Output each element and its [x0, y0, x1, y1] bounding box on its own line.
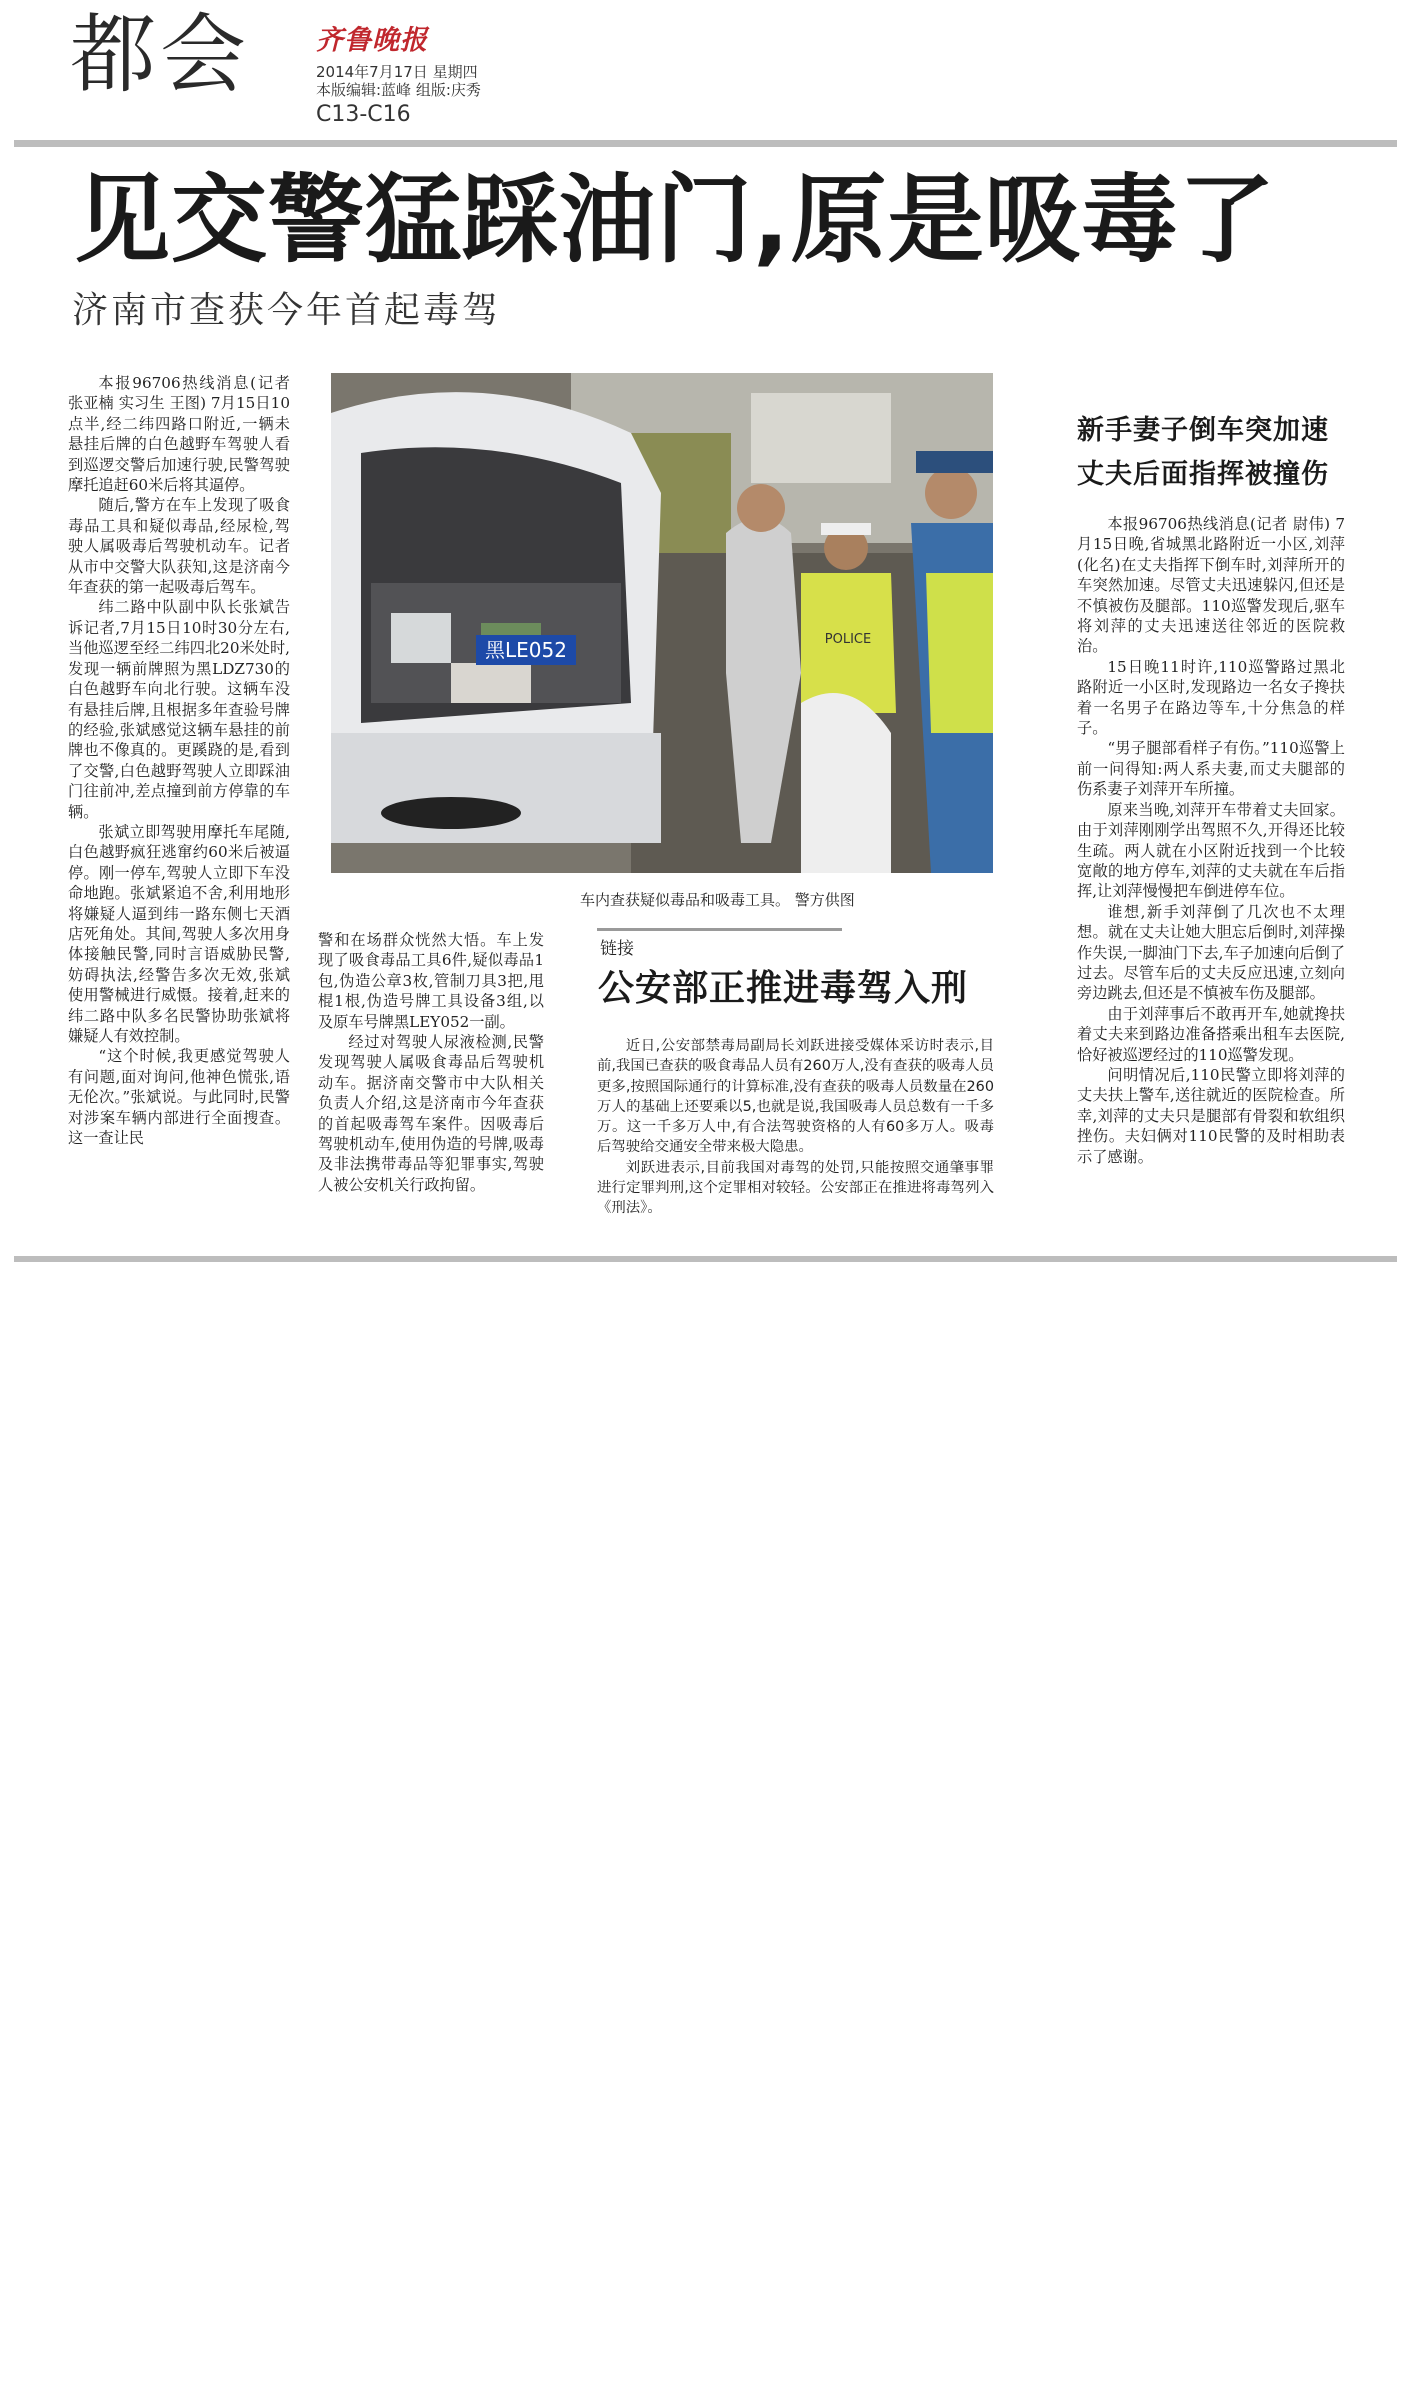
main-headline: 见交警猛踩油门,原是吸毒了 [74, 164, 1276, 276]
link-paragraph: 刘跃进表示,目前我国对毒驾的处罚,只能按照交通肇事罪进行定罪判刑,这个定罪相对较轻。公安部正在推进将毒驾列入《刑法》。 [597, 1159, 994, 1217]
article-paragraph: “男子腿部看样子有伤。”110巡警上前一问得知:两人系夫妻,而丈夫腿部的伤系妻子刘萍开车所撞。 [1077, 739, 1345, 799]
link-body [597, 1036, 994, 1219]
article-paragraph: 警和在场群众恍然大悟。车上发现了吸食毒品工具6件,疑似毒品1包,伪造公章3枚,管制刀具3把,甩棍1根,伪造号牌工具设备3组,以及原车号牌黑LEY052一副。 [318, 931, 544, 1031]
page-range: C13-C16 [316, 102, 411, 127]
section-title: 都会 [70, 5, 250, 105]
editor-line: 本版编辑:蓝峰 组版:庆秀 [316, 81, 481, 99]
photo-caption: 车内查获疑似毒品和吸毒工具。 警方供图 [580, 891, 855, 909]
plate-text: 黑LE052 [485, 638, 567, 662]
masthead-rule [14, 140, 1397, 147]
article-paragraph: 15日晚11时许,110巡警路过黑北路附近一小区时,发现路边一名女子搀扶着一名男子在路边等车,十分焦急的样子。 [1077, 657, 1345, 738]
main-article-column-2 [318, 930, 544, 1195]
side-headline-line-1: 新手妻子倒车突加速 [1077, 415, 1329, 446]
newspaper-name: 齐鲁晚报 [316, 25, 428, 56]
article-paragraph: 经过对驾驶人尿液检测,民警发现驾驶人属吸食毒品后驾驶机动车。据济南交警市中大队相关负责人介绍,这是济南市今年查获的首起吸毒驾车案件。因吸毒后驾驶机动车,使用伪造的号牌,吸毒及非法携带毒品等犯罪事实,驾驶人被公安机关行政拘留。 [318, 1033, 544, 1194]
article-paragraph: “这个时候,我更感觉驾驶人有问题,面对询问,他神色慌张,语无伦次。”张斌说。与此同时,民警对涉案车辆内部进行全面搜查。这一查让民 [68, 1047, 290, 1148]
link-headline: 公安部正推进毒驾入刑 [598, 968, 969, 1009]
side-article-body [1077, 514, 1345, 1167]
vest-text: POLICE [824, 632, 872, 647]
article-paragraph: 张斌立即驾驶用摩托车尾随,白色越野疯狂逃窜约60米后被逼停。刚一停车,驾驶人立即下车没命地跑。张斌紧追不舍,利用地形将嫌疑人逼到纬一路东侧七天酒店死角处。其间,驾驶人多次用身体接触民警,同时言语威胁民警,妨碍执法,经警告多次无效,张斌使用警械进行威慑。接着,赶来的纬二路中队多名民警协助张斌将嫌疑人有效控制。 [68, 822, 290, 1045]
side-headline-line-2: 丈夫后面指挥被撞伤 [1077, 459, 1329, 490]
link-box-rule [597, 928, 842, 931]
main-subhead: 济南市查获今年首起毒驾 [72, 290, 502, 331]
news-photo [331, 373, 993, 873]
main-article-column-1 [68, 373, 290, 1148]
news-photo-illustration [331, 373, 993, 873]
article-paragraph: 随后,警方在车上发现了吸食毒品工具和疑似毒品,经尿检,驾驶人属吸毒后驾驶机动车。记者从市中交警大队获知,这是济南今年查获的第一起吸毒后驾车。 [68, 496, 290, 597]
article-paragraph: 原来当晚,刘萍开车带着丈夫回家。由于刘萍刚刚学出驾照不久,开得还比较生疏。两人就在小区附近找到一个比较宽敞的地方停车,刘萍的丈夫就在车后指挥,让刘萍慢慢把车倒进停车位。 [1077, 800, 1345, 901]
link-paragraph: 近日,公安部禁毒局副局长刘跃进接受媒体采访时表示,目前,我国已查获的吸食毒品人员有260万人,没有查获的吸毒人员更多,按照国际通行的计算标准,没有查获的吸毒人员数量在260万人的基础上还要乘以5,也就是说,我国吸毒人员总数有一千多万。这一千多万人中,有合法驾驶资格的人有60多万人。吸毒后驾驶给交通安全带来极大隐患。 [597, 1038, 994, 1156]
article-paragraph: 本报96706热线消息(记者 尉伟) 7月15日晚,省城黑北路附近一小区,刘萍(化名)在丈夫指挥下倒车时,刘萍所开的车突然加速。尽管丈夫迅速躲闪,但还是不慎被伤及腿部。110巡警发现后,驱车将刘萍的丈夫迅速送往邻近的医院救治。 [1077, 515, 1345, 656]
article-paragraph: 谁想,新手刘萍倒了几次也不太理想。就在丈夫让她大胆忘后倒时,刘萍操作失误,一脚油门下去,车子加速向后倒了过去。尽管车后的丈夫反应迅速,立刻向旁边跳去,但还是不慎被车伤及腿部。 [1077, 902, 1345, 1003]
article-paragraph: 问明情况后,110民警立即将刘萍的丈夫扶上警车,送往就近的医院检查。所幸,刘萍的丈夫只是腿部有骨裂和软组织挫伤。夫妇俩对110民警的及时相助表示了感谢。 [1077, 1065, 1345, 1166]
article-paragraph: 由于刘萍事后不敢再开车,她就搀扶着丈夫来到路边准备搭乘出租车去医院,恰好被巡逻经过的110巡警发现。 [1077, 1004, 1345, 1064]
bottom-rule [14, 1256, 1397, 1262]
link-label: 链接 [600, 939, 634, 959]
article-paragraph: 纬二路中队副中队长张斌告诉记者,7月15日10时30分左右,当他巡逻至经二纬四北20米处时,发现一辆前牌照为黑LDZ730的白色越野车向北行驶。这辆车没有悬挂后牌,且根据多年查验号牌的经验,张斌感觉这辆车悬挂的前牌也不像真的。更蹊跷的是,看到了交警,白色越野驾驶人立即踩油门往前冲,差点撞到前方停靠的车辆。 [68, 598, 290, 821]
date-line: 2014年7月17日 星期四 [316, 63, 478, 81]
article-paragraph: 本报96706热线消息(记者 张亚楠 实习生 王图) 7月15日10点半,经二纬四路口附近,一辆未悬挂后牌的白色越野车驾驶人看到巡逻交警后加速行驶,民警驾驶摩托追赶60米后将其逼停。 [68, 374, 290, 495]
